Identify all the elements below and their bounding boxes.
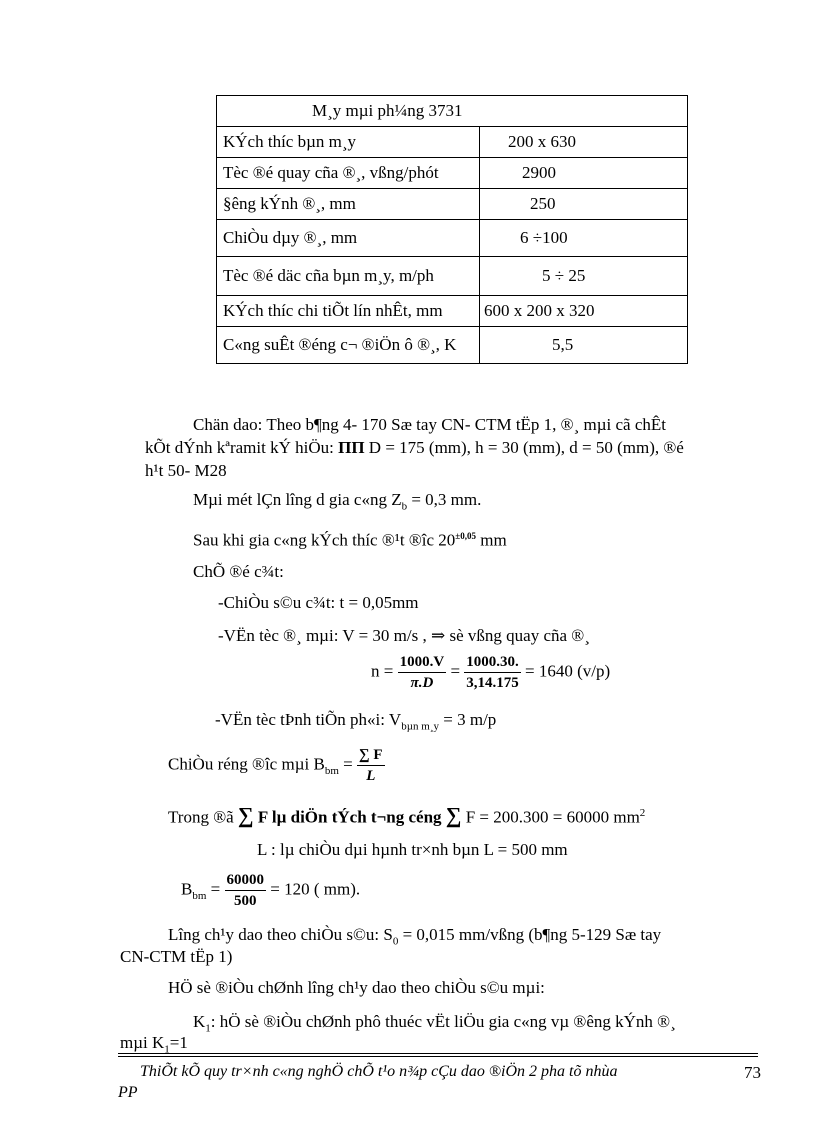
fraction: $\frac{1000.30.}{3,14.175}$ bbox=[466, 654, 519, 691]
para1-line3: h¹t 50- M28 bbox=[145, 461, 227, 480]
line-k1: $K_1$: hÖ sè ®iÒu chØnh phô thuéc vËt liÖu gia c«ng vµ ®êng kÝnh ®¸ bbox=[193, 1012, 676, 1035]
line-k1-value: mµi $K_1=1$ bbox=[120, 1033, 188, 1056]
line-van-toc-tinh-tien: -VËn tèc tÞnh tiÕn ph«i: $V_{b\mu n m¸y} = 3$ m/p bbox=[215, 710, 497, 733]
formula-n: n = $\frac{1000.V}{\pi.D}$ = $\frac{1000.30.}{3,14.175}$ = 1640 (v/p) bbox=[371, 654, 611, 691]
fraction: $\frac{\sum F}{L}$ bbox=[358, 747, 383, 784]
line-trong-do: Trong ®ã ∑ F lµ diÖn tÝch t¬ng céng ∑ F = 200.300 = 60000 $mm^2$ bbox=[168, 802, 646, 828]
table-row: §êng kÝnh ®¸, mm 250 bbox=[217, 189, 688, 220]
table-row: Tèc ®é quay cña ®¸, vßng/phót 2900 bbox=[217, 158, 688, 189]
line-luong-chay-dao: Lîng ch¹y dao theo chiÒu s©u: $S_0 = 0,015$ mm/vßng (b¶ng 5-129 Sæ tay bbox=[168, 925, 662, 948]
formula-bbm: ChiÒu réng ®îc mµi $B_{bm}$ = $\frac{\sum F}{L}$ bbox=[168, 747, 383, 784]
line-he-so: HÖ sè ®iÒu chØnh lîng ch¹y dao theo chiÒu s©u mµi: bbox=[168, 978, 545, 997]
line-sau: Sau khi gia c«ng kÝch thíc ®¹t ®îc $20^{\pm 0,05}$ mm bbox=[193, 530, 507, 550]
line-chieu-sau: -ChiÒu s©u c¾t: t = 0,05mm bbox=[218, 593, 419, 612]
table-row: Tèc ®é däc cña bµn m¸y, m/ph 5 ÷ 25 bbox=[217, 257, 688, 296]
footer-title-cont: PP bbox=[118, 1084, 138, 1101]
spec-table bbox=[216, 95, 688, 364]
fraction: $\frac{60000}{500}$ bbox=[226, 872, 264, 909]
line-L: L : lµ chiÒu dµi hµnh tr×nh bµn L = 500 mm bbox=[257, 840, 568, 859]
footer-rule bbox=[118, 1056, 758, 1057]
line-mai: Mµi mét lÇn lîng d gia c«ng $Z_b = 0,3$ mm. bbox=[193, 490, 482, 513]
footer-title: ThiÕt kÕ quy tr×nh c«ng nghÖ chÕ t¹o n¾p cÇu dao ®iÖn 2 pha tõ nhùa bbox=[140, 1063, 618, 1080]
para1-line2: kÕt dÝnh kªramit kÝ hiÖu: ПП D = 175 (mm), h = 30 (mm), d = 50 (mm), ®é bbox=[145, 438, 684, 457]
page-number: 73 bbox=[744, 1063, 761, 1082]
line-che-do: ChÕ ®é c¾t: bbox=[193, 562, 284, 581]
line-luong-chay-dao-2: CN-CTM tËp 1) bbox=[120, 947, 233, 966]
table-row: ChiÒu dµy ®¸, mm 6 ÷100 bbox=[217, 220, 688, 257]
table-row: KÝch thíc chi tiÕt lín nhÊt, mm 600 x 200 x 320 bbox=[217, 296, 688, 327]
table-row: C«ng suÊt ®éng c¬ ®iÖn ô ®¸, K 5,5 bbox=[217, 327, 688, 364]
table-row: KÝch thíc bµn m¸y 200 x 630 bbox=[217, 127, 688, 158]
table-title: M¸y mµi ph¼ng 3731 bbox=[217, 96, 688, 127]
para1-line1: Chän dao: Theo b¶ng 4- 170 Sæ tay CN- CTM tËp 1, ®¸ mµi cã chÊt bbox=[193, 415, 666, 434]
line-van-toc: -VËn tèc ®¸ mµi: V = 30 m/s , ⇒ sè vßng quay cña ®¸ bbox=[218, 626, 590, 645]
fraction: $\frac{1000.V}{\pi.D}$ bbox=[399, 654, 445, 691]
formula-bbm-result: $B_{bm}$ = $\frac{60000}{500}$ = 120 ( mm). bbox=[181, 872, 361, 909]
footer-rule bbox=[118, 1053, 758, 1054]
